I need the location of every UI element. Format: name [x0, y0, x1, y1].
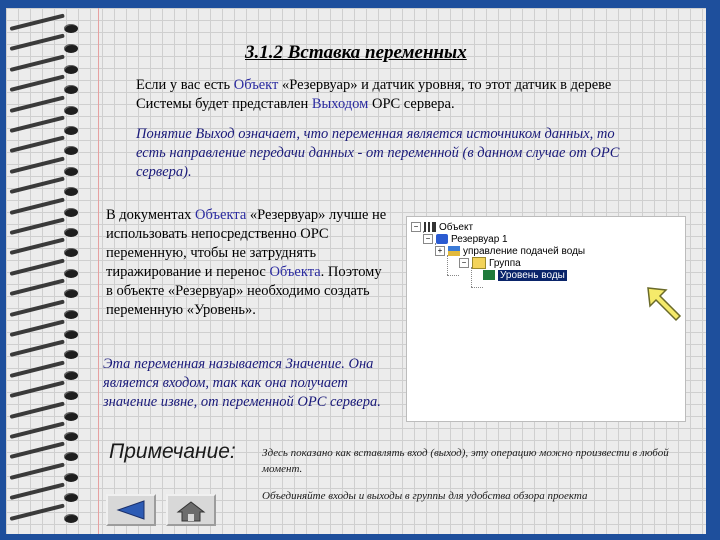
- expand-toggle[interactable]: +: [435, 246, 445, 256]
- tree-node-water-level[interactable]: [483, 269, 567, 281]
- spiral-ring: [10, 165, 80, 179]
- spiral-ring: [10, 308, 80, 322]
- value-paragraph: Эта переменная называется Значение. Она является входом, так как она получает значение извне, от переменной OPC сервера.: [103, 356, 381, 410]
- margin-line: [98, 8, 99, 534]
- home-icon: [176, 500, 206, 522]
- note-label: Примечание:: [109, 440, 236, 463]
- collapse-toggle[interactable]: −: [411, 222, 421, 232]
- back-button[interactable]: [106, 494, 156, 526]
- note-text: Здесь показано как вставлять вход (выход), эту операцию можно произвести в любой момент.: [262, 447, 669, 475]
- spiral-ring: [10, 389, 80, 403]
- spiral-ring: [10, 328, 80, 342]
- pointer-arrow-icon: [644, 284, 684, 324]
- intro-paragraph: Если у вас есть Объект «Резервуар» и датчик уровня, то этот датчик в дереве Системы будет представлен Выходом OPC сервера.: [136, 77, 612, 112]
- term-object: Объекта: [269, 264, 321, 280]
- spiral-ring: [10, 226, 80, 240]
- spiral-ring: [10, 287, 80, 301]
- spiral-ring: [10, 63, 80, 77]
- spiral-ring: [10, 144, 80, 158]
- collapse-toggle[interactable]: −: [459, 258, 469, 268]
- notebook-page: [6, 8, 706, 534]
- definition-paragraph: Понятие Выход означает, что переменная является источником данных, то есть направление передачи данных - от переменной (в данном случае от OPC сервера).: [136, 126, 620, 180]
- term-output: Выходом: [311, 96, 369, 112]
- spiral-ring: [10, 124, 80, 138]
- spiral-ring: [10, 512, 80, 526]
- tree-node-object[interactable]: − Объект: [411, 221, 473, 233]
- tank-icon: [436, 234, 448, 244]
- spiral-ring: [10, 22, 80, 36]
- object-paragraph: В документах Объекта «Резервуар» лучше не использовать непосредственно OPC переменную, чтобы не затруднять тиражирование и перенос Объекта. Поэтому в объекте «Резервуар» необходимо создать переменную «Уровень».: [106, 207, 387, 318]
- object-icon: [424, 222, 436, 232]
- spiral-ring: [10, 450, 80, 464]
- control-icon: [448, 246, 460, 256]
- selected-node-label: Уровень воды: [500, 269, 565, 281]
- spiral-ring: [10, 369, 80, 383]
- spiral-ring: [10, 246, 80, 260]
- spiral-ring: [10, 491, 80, 505]
- spiral-ring: [10, 104, 80, 118]
- spiral-ring: [10, 267, 80, 281]
- spiral-ring: [10, 206, 80, 220]
- variable-icon: [483, 270, 495, 280]
- note-tip: Объединяйте входы и выходы в группы для удобства обзора проекта: [262, 490, 588, 502]
- spiral-ring: [10, 83, 80, 97]
- tree-node-group[interactable]: − Группа: [459, 257, 521, 269]
- spiral-ring: [10, 471, 80, 485]
- spiral-ring: [10, 42, 80, 56]
- spiral-ring: [10, 430, 80, 444]
- collapse-toggle[interactable]: −: [423, 234, 433, 244]
- spiral-ring: [10, 185, 80, 199]
- tree-node-control[interactable]: + управление подачей воды: [435, 245, 585, 257]
- tree-node-tank[interactable]: − Резервуар 1: [423, 233, 508, 245]
- spiral-ring: [10, 348, 80, 362]
- spiral-binding: [10, 22, 82, 532]
- slide-title: 3.1.2 Вставка переменных: [245, 42, 467, 63]
- triangle-left-icon: [116, 500, 146, 520]
- folder-icon: [472, 257, 486, 269]
- term-object: Объект: [233, 77, 279, 93]
- home-button[interactable]: [166, 494, 216, 526]
- term-object: Объекта: [195, 207, 247, 223]
- spiral-ring: [10, 410, 80, 424]
